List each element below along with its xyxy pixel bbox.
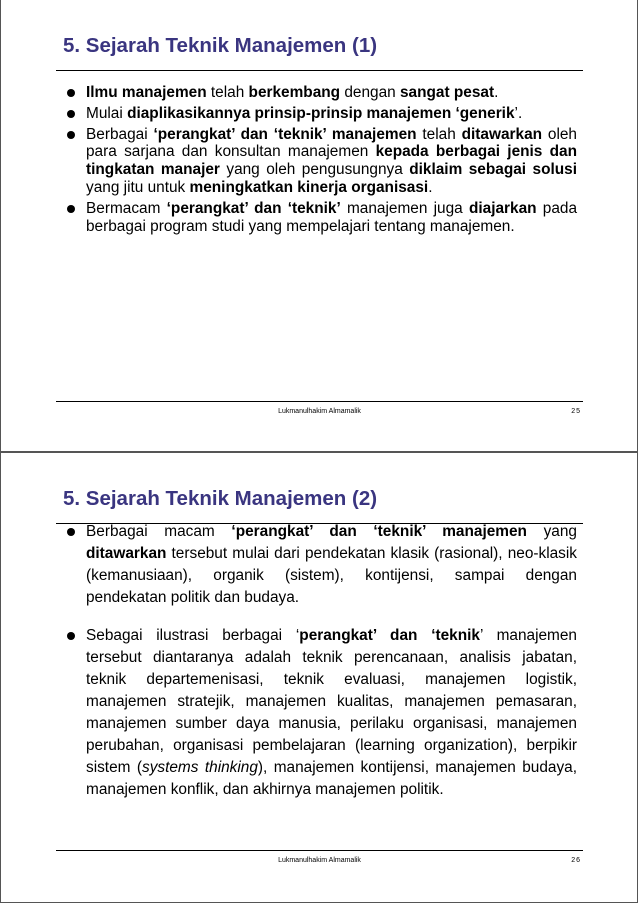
text-run: manajemen juga (340, 199, 469, 217)
bullet-dot-icon (67, 528, 75, 536)
slide-title: 5. Sejarah Teknik Manajemen (1) (63, 34, 378, 57)
page-number: 26 (571, 857, 581, 864)
text-run: yang (526, 523, 577, 540)
slide-26 (0, 452, 638, 903)
text-run: telah (416, 125, 462, 143)
bullet-list (67, 521, 577, 817)
text-run: ), manajemen kontijensi, manajemen budaya, manajemen konflik, dan akhirnya manajemen politik. (86, 759, 578, 798)
bullet-dot-icon (67, 110, 75, 118)
text-run: yang jitu untuk (86, 178, 190, 196)
bullet-item (67, 625, 577, 801)
footer-author: Lukmanulhakim Almamalik (278, 408, 361, 415)
footer-divider (56, 401, 583, 402)
text-run: Bermacam (86, 199, 167, 217)
bold-text: Ilmu manajemen (86, 84, 207, 101)
bold-text: diajarkan (468, 199, 537, 217)
text-run: ’ manajemen tersebut diantaranya adalah teknik perencanaan, analisis jabatan, teknik departemenisasi, teknik evaluasi, manajemen logistik, manajemen stratejik, manajemen kualitas, manajemen pemasaran, manajemen sumber daya manusia, perilaku organisasi, manajemen perubahan, organisasi pembelajaran (learning organization), berpikir sistem ( (86, 627, 577, 776)
bullet-dot-icon (67, 205, 75, 213)
bold-text: diaplikasikannya prinsip-prinsip manajemen ‘generik (127, 104, 515, 122)
bold-text: kepada berbagai jenis dan tingkatan manajer (86, 143, 577, 179)
bullet-item (67, 105, 577, 123)
bold-text: berkembang (248, 84, 341, 101)
bold-text: perangkat’ dan ‘teknik (299, 627, 480, 644)
bullet-dot-icon (67, 632, 75, 640)
slide-footer (56, 401, 583, 415)
text-run: Sebagai ilustrasi berbagai ‘ (86, 627, 300, 644)
italic-text: systems thinking (142, 759, 258, 776)
text-run: telah (206, 84, 249, 101)
title-divider (56, 70, 583, 71)
text-run: . (428, 178, 433, 196)
bold-text: diklaim sebagai solusi (409, 161, 577, 179)
bold-text: ditawarkan (86, 545, 167, 562)
bold-text: sangat pesat (400, 84, 495, 101)
text-run: tersebut mulai dari pendekatan klasik (rasional), neo-klasik (kemanusiaan), organik (sistem), kontijensi, sampai dengan pendekatan politik dan budaya. (86, 545, 577, 606)
page-number: 25 (571, 408, 581, 415)
text-run: ’. (514, 104, 523, 122)
text-run: Mulai (86, 104, 128, 122)
bullet-item (67, 84, 577, 102)
bold-text: meningkatkan kinerja organisasi (189, 178, 429, 196)
slide-title: 5. Sejarah Teknik Manajemen (2) (63, 487, 378, 510)
bold-text: ditawarkan (461, 125, 543, 143)
bullet-dot-icon (67, 89, 75, 97)
slide-footer (56, 850, 583, 864)
text-run: oleh para sarjana dan konsultan manajemen (86, 125, 577, 161)
bold-text: ‘perangkat’ dan ‘teknik’ (166, 199, 341, 217)
bullet-dot-icon (67, 131, 75, 139)
text-run: pada berbagai program studi yang mempelajari tentang manajemen. (86, 199, 578, 235)
text-run: dengan (340, 84, 400, 101)
text-run: . (494, 84, 499, 101)
bullet-item (67, 200, 577, 236)
bullet-item (67, 126, 577, 197)
text-run: yang oleh pengusungnya (219, 161, 410, 179)
footer-divider (56, 850, 583, 851)
bullet-item (67, 521, 577, 609)
footer-author: Lukmanulhakim Almamalik (278, 857, 361, 864)
text-run: Berbagai macam (86, 523, 232, 540)
text-run: Berbagai (86, 125, 154, 143)
bold-text: ‘perangkat’ dan ‘teknik’ manajemen (231, 523, 527, 540)
bullet-list (67, 84, 577, 238)
bold-text: ‘perangkat’ dan ‘teknik’ manajemen (153, 125, 417, 143)
